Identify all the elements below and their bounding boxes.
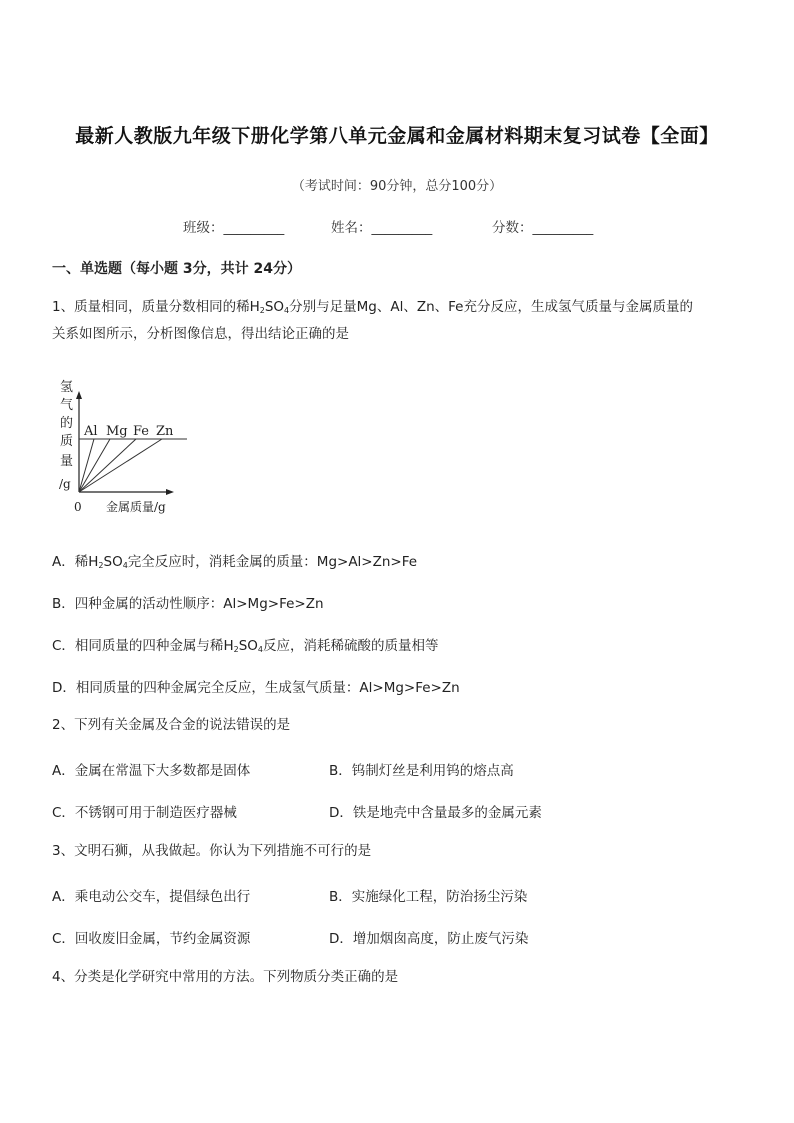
option-text: C．相同质量的四种金属与稀 (52, 638, 224, 654)
formula-h: H (88, 554, 99, 570)
y-label-char: 的 (60, 416, 74, 431)
formula-h: H (249, 299, 260, 315)
hydrogen-mass-graph (40, 365, 280, 525)
question-2-stem: 2、下列有关金属及合金的说法错误的是 (52, 717, 291, 733)
question-3-stem: 3、文明石狮，从我做起。你认为下列措施不可行的是 (52, 843, 372, 859)
formula-so: SO (238, 638, 258, 654)
y-label-char: 气 (60, 398, 74, 413)
formula-h: H (223, 638, 234, 654)
y-label-char: 量 (60, 454, 74, 469)
option-text: A．稀 (52, 554, 89, 570)
formula-subscript: 4 (284, 306, 290, 315)
series-label-fe: Fe (133, 424, 150, 439)
y-label-char: /g (59, 477, 71, 491)
formula-subscript: 4 (257, 645, 263, 654)
series-line-mg (79, 439, 110, 492)
class-field: 班级：_________ (183, 220, 285, 236)
q1-option-a[interactable] (52, 550, 417, 570)
question-1-stem (52, 294, 693, 324)
score-field: 分数：_________ (492, 220, 594, 236)
origin-label: 0 (74, 500, 82, 514)
exam-title: 最新人教版九年级下册化学第八单元金属和金属材料期末复习试卷【全面】 (75, 125, 719, 147)
formula-so: SO (264, 299, 285, 315)
section-heading: 一、单选题（每小题 3分，共计 24分） (52, 261, 301, 277)
y-label-char: 氢 (60, 380, 74, 395)
q1-option-d[interactable]: D．相同质量的四种金属完全反应，生成氢气质量：Al>Mg>Fe>Zn (52, 680, 460, 696)
series-label-zn: Zn (156, 424, 174, 439)
series-label-mg: Mg (106, 424, 128, 439)
q1-option-c[interactable] (52, 634, 438, 654)
y-axis-arrow (76, 391, 82, 399)
x-axis-arrow (166, 489, 174, 495)
series-line-fe (79, 439, 136, 492)
question-1-line2: 关系如图所示，分析图像信息，得出结论正确的是 (52, 326, 349, 342)
q1-text-a: 1、质量相同，质量分数相同的稀 (52, 299, 250, 315)
option-text: 反应，消耗稀硫酸的质量相等 (262, 638, 439, 654)
x-axis-label: 金属质量/g (106, 500, 166, 514)
formula-so: SO (103, 554, 123, 570)
y-label-char: 质 (60, 434, 74, 449)
formula-subscript: 2 (259, 306, 265, 315)
q3-option-c[interactable]: C．回收废旧金属，节约金属资源 (52, 931, 251, 947)
q3-option-a[interactable]: A．乘电动公交车，提倡绿色出行 (52, 889, 251, 905)
exam-subtitle: （考试时间：90分钟，总分100分） (291, 179, 503, 194)
q3-option-b[interactable]: B．实施绿化工程，防治扬尘污染 (329, 889, 528, 905)
formula-subscript: 2 (233, 645, 239, 654)
option-text: 完全反应时，消耗金属的质量：Mg>Al>Zn>Fe (127, 554, 418, 570)
q2-option-b[interactable]: B．钨制灯丝是利用钨的熔点高 (329, 763, 514, 779)
q2-option-c[interactable]: C．不锈钢可用于制造医疗器械 (52, 805, 237, 821)
question-4-stem: 4、分类是化学研究中常用的方法。下列物质分类正确的是 (52, 969, 399, 985)
q3-option-d[interactable]: D．增加烟囱高度，防止废气污染 (329, 931, 529, 947)
name-field: 姓名：_________ (331, 220, 433, 236)
q1-text-b: 分别与足量Mg、Al、Zn、Fe充分反应，生成氢气质量与金属质量的 (289, 299, 693, 315)
q2-option-d[interactable]: D．铁是地壳中含量最多的金属元素 (329, 805, 542, 821)
formula-subscript: 2 (98, 561, 104, 570)
series-label-al: Al (84, 424, 98, 439)
q2-option-a[interactable]: A．金属在常温下大多数都是固体 (52, 763, 251, 779)
q1-option-b[interactable]: B．四种金属的活动性顺序：Al>Mg>Fe>Zn (52, 596, 324, 612)
formula-subscript: 4 (122, 561, 128, 570)
